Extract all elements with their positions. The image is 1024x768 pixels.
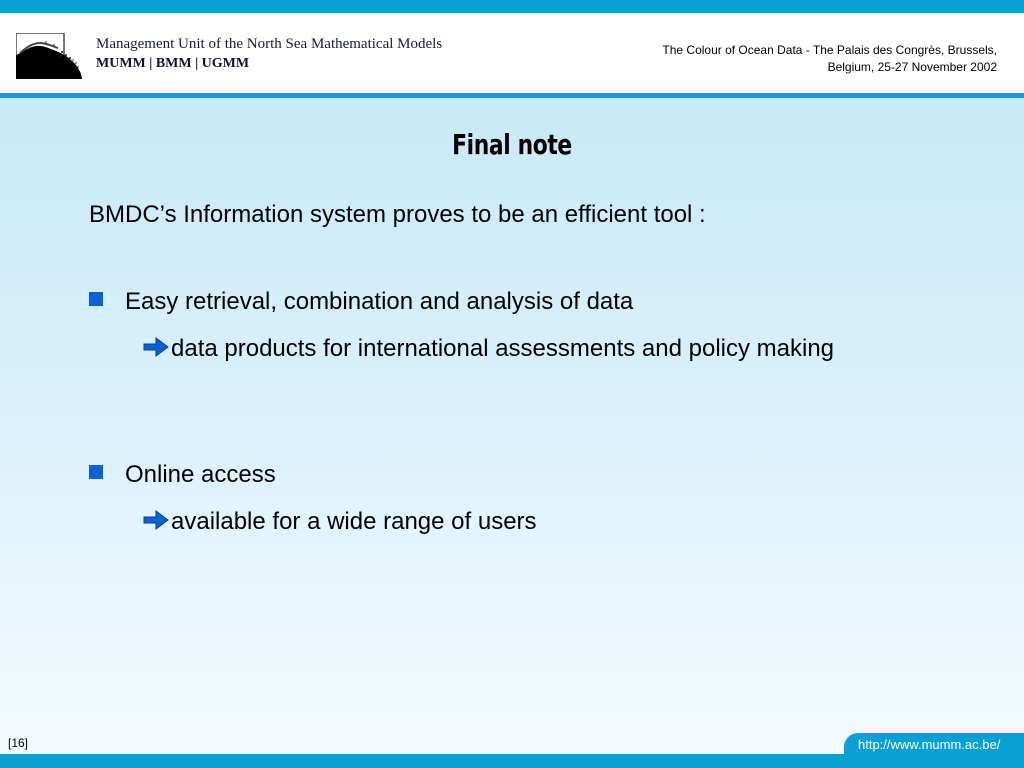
slide-title: Final note bbox=[452, 128, 572, 161]
sub-bullet-text: available for a wide range of users bbox=[171, 508, 537, 535]
conference-info bbox=[637, 42, 997, 76]
website-link[interactable]: http://www.mumm.ac.be/ bbox=[844, 733, 1024, 757]
sub-bullet-item bbox=[142, 503, 932, 540]
bullet-text: Online access bbox=[125, 461, 276, 488]
sub-bullet-text: data products for international assessments and policy making bbox=[171, 335, 835, 362]
square-bullet-icon bbox=[89, 465, 103, 479]
page-number: [16] bbox=[8, 736, 29, 750]
slide-body bbox=[0, 98, 1024, 754]
arrow-right-icon bbox=[142, 508, 170, 532]
arrow-right-icon bbox=[142, 335, 170, 359]
bullet-item bbox=[89, 461, 276, 489]
sub-bullet-item bbox=[142, 330, 932, 367]
bullet-text: Easy retrieval, combination and analysis of data bbox=[125, 288, 634, 315]
bullet-item bbox=[89, 288, 633, 316]
square-bullet-icon bbox=[89, 292, 103, 306]
lead-text: BMDC’s Information system proves to be an efficient tool : bbox=[89, 201, 706, 228]
organization-units: MUMM | BMM | UGMM bbox=[96, 56, 250, 71]
mumm-logo-icon bbox=[16, 33, 82, 79]
conference-line-1: The Colour of Ocean Data - The Palais des Congrès, Brussels, bbox=[662, 43, 997, 57]
organization-name: Management Unit of the North Sea Mathematical Models bbox=[96, 36, 443, 52]
top-accent-bar bbox=[0, 0, 1024, 13]
conference-line-2: Belgium, 25-27 November 2002 bbox=[827, 60, 997, 74]
